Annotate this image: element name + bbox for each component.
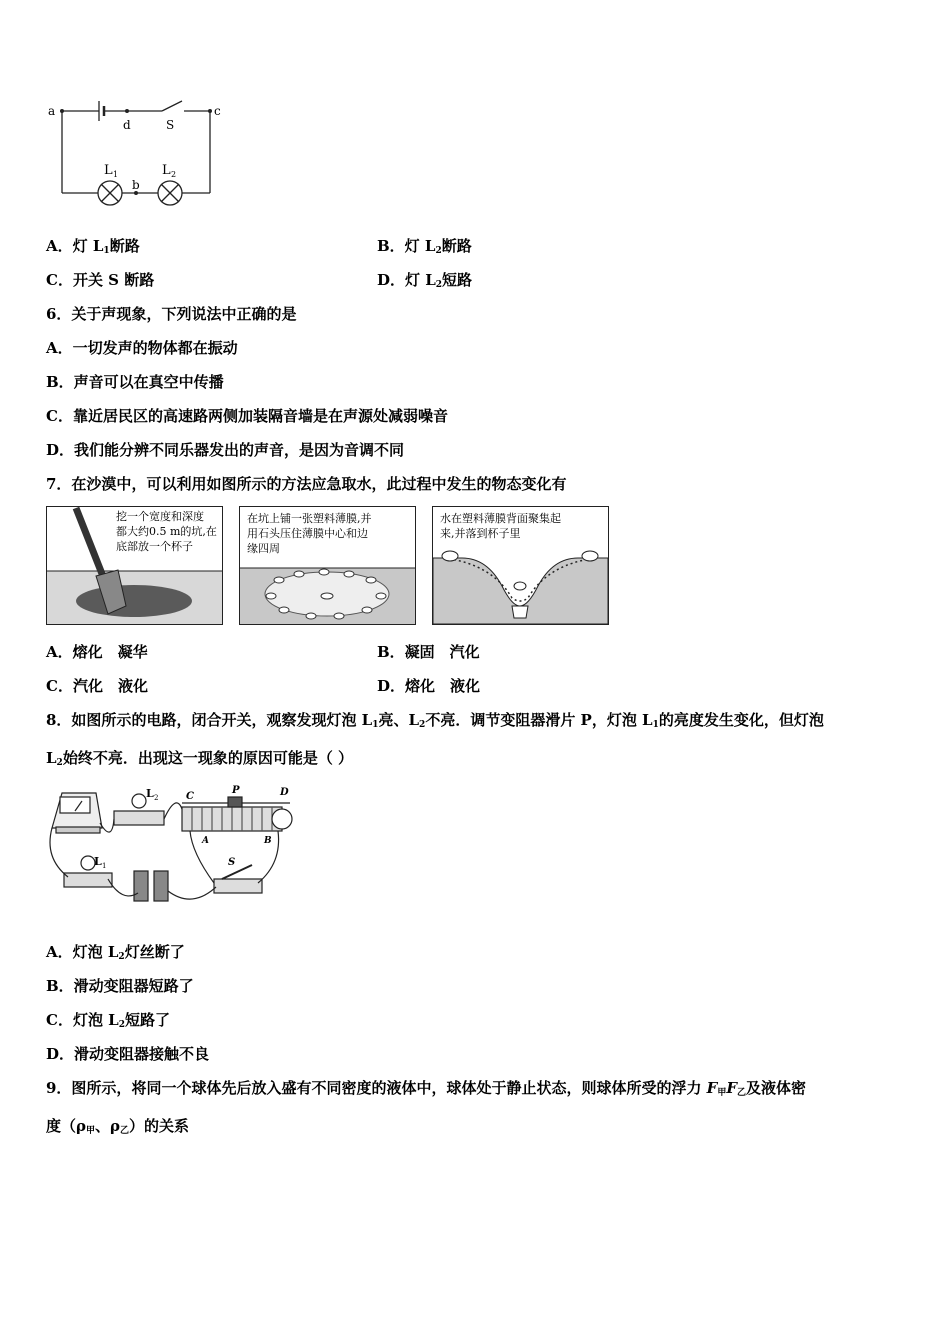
fig-label-l2-sub: 2 <box>154 794 159 802</box>
q6-stem: 6．关于声现象，下列说法中正确的是 <box>46 305 297 323</box>
label-d: d <box>123 118 131 132</box>
q7-option-d: D．熔化 液化 <box>377 677 481 695</box>
fig-label-a: A <box>202 836 209 846</box>
label-b: b <box>132 178 140 192</box>
q7-option-b: B．凝固 汽化 <box>377 643 480 661</box>
q5-option-a: A．灯 $L_1$断路 <box>46 237 140 256</box>
label-l2-sub: 2 <box>171 170 177 179</box>
label-c: c <box>214 104 221 118</box>
q7-stem: 7．在沙漠中，可以利用如图所示的方法应急取水，此过程中发生的物态变化有 <box>46 475 567 493</box>
q6-option-a: A．一切发声的物体都在振动 <box>46 339 238 357</box>
q8-option-c: C．灯泡 $L_2$短路了 <box>46 1011 170 1030</box>
fig-label-l2: L <box>146 787 154 800</box>
q9-stem-line2: 度（$\rho_甲$、$\rho_乙$）的关系 <box>46 1117 190 1136</box>
panel1-line1: 挖一个宽度和深度 <box>116 510 204 523</box>
fig-label-b: B <box>264 836 272 846</box>
q8-stem-line2: $L_2$始终不亮．出现这一现象的原因可能是（ ） <box>46 749 354 768</box>
panel2-line1: 在坑上铺一张塑料薄膜,并 <box>247 512 372 525</box>
q7-panel-cover-film <box>239 506 416 626</box>
q8-option-d: D．滑动变阻器接触不良 <box>46 1045 210 1063</box>
fig-label-d: D <box>280 787 289 798</box>
q7-panel-dig-pit <box>46 506 223 626</box>
q5-option-d: D．灯 $L_2$短路 <box>377 271 473 290</box>
q7-option-a: A．熔化 凝华 <box>46 643 148 661</box>
fig-label-p: P <box>232 785 240 796</box>
q7-panel-condensation <box>432 506 609 626</box>
fig-label-s: S <box>228 857 236 868</box>
panel3-line2: 来,并落到杯子里 <box>440 527 521 540</box>
q9-stem-line1: 9．图所示，将同一个球体先后放入盛有不同密度的液体中，球体处于静止状态，则球体所受的浮力 $F_甲F_乙$及液体密 <box>46 1079 807 1098</box>
q8-apparatus-figure <box>42 783 312 913</box>
fig-label-c: C <box>186 791 194 802</box>
q5-option-b: B．灯 $L_2$断路 <box>377 237 472 256</box>
q5-circuit-diagram <box>44 96 234 214</box>
q6-option-c: C．靠近居民区的高速路两侧加装隔音墙是在声源处减弱噪音 <box>46 407 448 425</box>
label-s: S <box>166 118 175 132</box>
q6-option-b: B．声音可以在真空中传播 <box>46 373 224 391</box>
label-l1-sub: 1 <box>113 170 119 179</box>
fig-label-l1: L <box>94 855 102 868</box>
q8-stem-line1: 8．如图所示的电路，闭合开关，观察发现灯泡 $L_1$亮、$L_2$不亮．调节变阻器滑片 P，灯泡 $L_1$的亮度发生变化，但灯泡 <box>46 711 824 730</box>
label-l1: L <box>104 163 113 178</box>
panel2-line3: 缘四周 <box>247 542 280 555</box>
fig-label-l1-sub: 1 <box>102 862 107 870</box>
q7-option-c: C．汽化 液化 <box>46 677 148 695</box>
label-l2: L <box>162 163 171 178</box>
panel3-line1: 水在塑料薄膜背面聚集起 <box>440 512 561 525</box>
q8-option-b: B．滑动变阻器短路了 <box>46 977 194 995</box>
panel1-line2: 都大约0.5 m的坑,在 <box>116 525 217 538</box>
q8-option-a: A．灯泡 $L_2$灯丝断了 <box>46 943 185 962</box>
q5-option-c: C．开关 S 断路 <box>46 271 155 289</box>
q6-option-d: D．我们能分辨不同乐器发出的声音，是因为音调不同 <box>46 441 405 459</box>
panel1-line3: 底部放一个杯子 <box>116 540 193 553</box>
panel2-line2: 用石头压住薄膜中心和边 <box>247 527 368 540</box>
label-a: a <box>48 104 56 118</box>
